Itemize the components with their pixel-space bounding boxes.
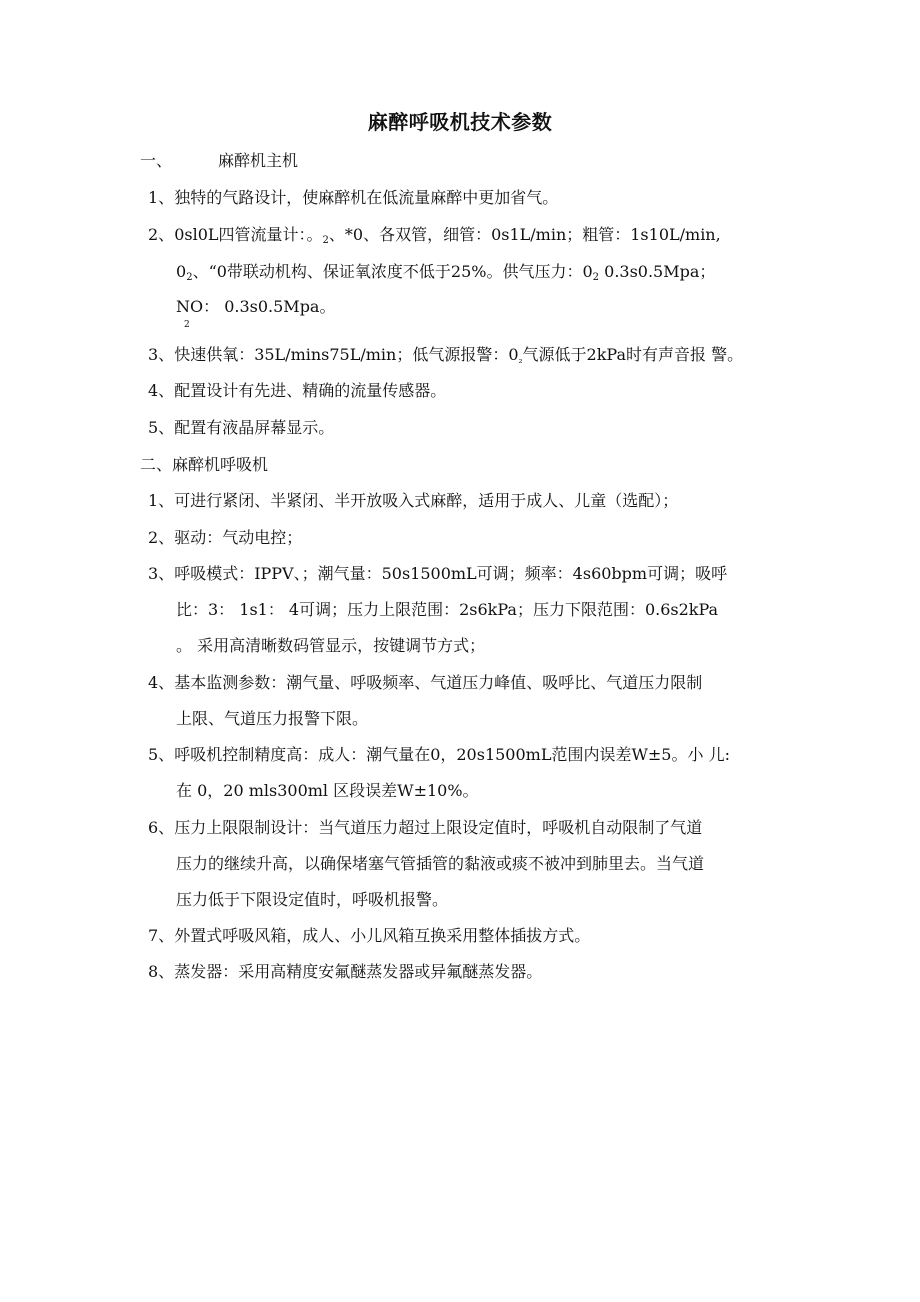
list-item-continuation: 在 0，20 mls300ml 区段误差W±10%。 xyxy=(176,781,479,800)
subscript-note: 2 xyxy=(184,320,190,330)
list-item: 5、配置有液晶屏幕显示。 xyxy=(148,418,335,437)
list-item: 2、0sl0L四管流量计：。$_2$、*0、各双管，细管：0s1L/min；粗管：1s10L/min, xyxy=(148,225,721,246)
list-item: 1、独特的气路设计，使麻醉机在低流量麻醉中更加省气。 xyxy=(148,188,559,207)
list-item: 8、蒸发器：采用高精度安氟醚蒸发器或异氟醚蒸发器。 xyxy=(148,962,543,981)
section-2-heading: 二、麻醉机呼吸机 xyxy=(140,455,269,474)
list-item: 1、可进行紧闭、半紧闭、半开放吸入式麻醉，适用于成人、儿童（选配）； xyxy=(148,491,679,510)
list-item-continuation: 。 采用高清晰数码管显示，按键调节方式； xyxy=(176,636,486,655)
list-item-continuation: 压力的继续升高，以确保堵塞气管插管的黏液或痰不被冲到肺里去。当气道 xyxy=(176,854,705,873)
list-item-continuation: $0_2$、“0带联动机构、保证氧浓度不低于25%。供气压力：$0_2$ 0.3s0.5Mpa； xyxy=(176,262,716,283)
list-item: 5、呼吸机控制精度高：成人：潮气量在0，20s1500mL范围内误差W±5。小 儿: xyxy=(148,745,730,764)
list-item: 4、基本监测参数：潮气量、呼吸频率、气道压力峰值、吸呼比、气道压力限制 xyxy=(148,673,703,692)
list-item-continuation: 比：3： 1s1： 4可调；压力上限范围：2s6kPa；压力下限范围：0.6s2kPa xyxy=(176,600,719,619)
list-item-continuation: 上限、气道压力报警下限。 xyxy=(176,709,369,728)
list-item: 4、配置设计有先进、精确的流量传感器。 xyxy=(148,381,447,400)
list-item: 6、压力上限限制设计：当气道压力超过上限设定值时，呼吸机自动限制了气道 xyxy=(148,818,703,837)
list-item-continuation: NO： 0.3s0.5Mpa。 xyxy=(176,297,336,316)
section-title: 麻醉机主机 xyxy=(218,151,299,170)
list-item: 2、驱动：气动电控； xyxy=(148,528,303,547)
list-item-continuation: 压力低于下限设定值时，呼吸机报警。 xyxy=(176,890,449,909)
list-item: 3、呼吸模式：IPPV、；潮气量：50s1500mL可调；频率：4s60bpm可调；吸呼 xyxy=(148,564,728,583)
list-item: 7、外置式呼吸风箱，成人、小儿风箱互换采用整体插拔方式。 xyxy=(148,926,591,945)
section-number: 一、 xyxy=(140,151,173,170)
section-1-heading xyxy=(140,150,298,172)
list-item: 3、快速供氧：35L/mins75L/min；低气源报警：$0_{_2}$气源低于2kPa时有声音报 警。 xyxy=(148,345,744,366)
page-title: 麻醉呼吸机技术参数 xyxy=(367,110,553,134)
